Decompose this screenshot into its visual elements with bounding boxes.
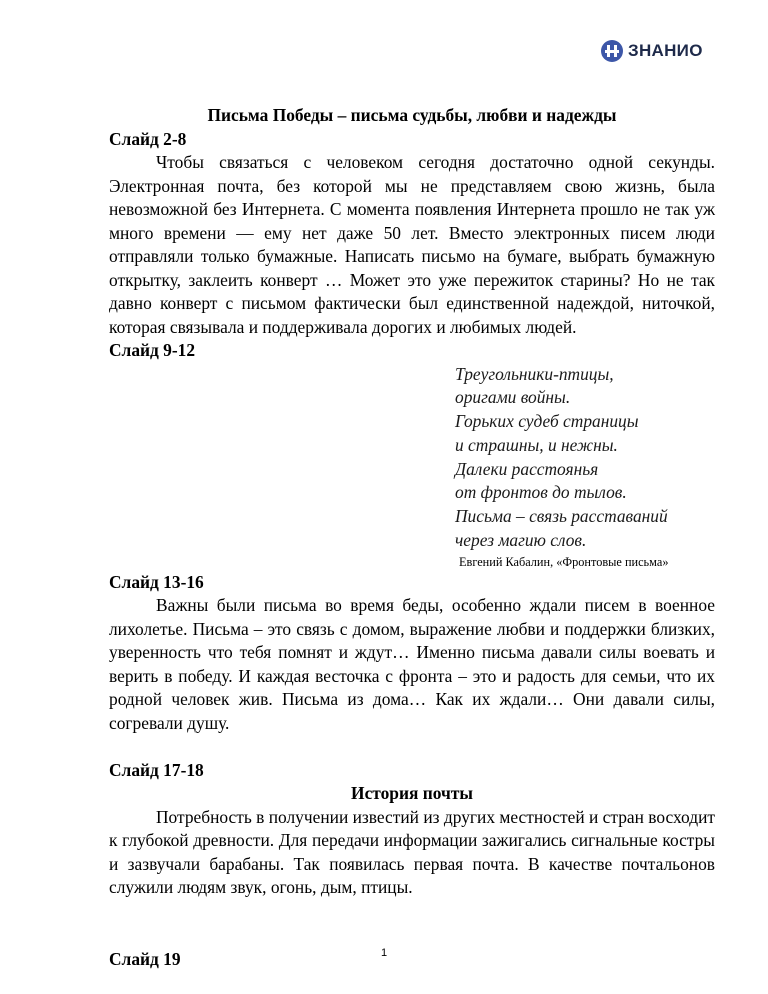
poem	[455, 363, 715, 553]
poem-line: оригами войны.	[455, 387, 571, 408]
slide-heading-19: Слайд 19	[109, 948, 181, 969]
slide-heading-13-16: Слайд 13-16	[109, 571, 204, 592]
brand-logo[interactable]	[601, 40, 703, 62]
paragraph-intro: Чтобы связаться с человеком сегодня достаточно одной секунды. Электронная почта, без которой мы не представляем свою жизнь, была невозможной без Интернета. С момента появления Интернета прошло не так уж много времени — ему нет даже 50 лет. Вместо электронных писем люди отправляли только бумажные. Написать письмо на бумаге, выбрать бумажную открытку, заклеить конверт … Может это уже пережиток старины? Но не так давно конверт с письмом фактически был единственной надеждой, ниточкой, которая связывала и поддерживала дорогих и любимых людей.	[109, 152, 715, 337]
paragraph-letters: Важны были письма во время беды, особенно ждали писем в военное лихолетье. Письма – это связь с домом, выражение любви и поддержки близких, уверенность что тебя помнят и ждут… Именно письма давали силы воевать и верить в победу. И каждая весточка с фронта – это и радость для семьи, что их родной человек жив. Письма из дома… Как их ждали… Они давали силы, согревали душу.	[109, 595, 715, 733]
brand-name: ЗНАНИО	[628, 41, 703, 60]
slide-heading-17-18: Слайд 17-18	[109, 759, 204, 780]
poem-line: через магию слов.	[455, 530, 587, 551]
poem-line: Письма – связь расставаний	[455, 506, 668, 527]
slide-heading-2-8: Слайд 2-8	[109, 128, 187, 149]
poem-attribution: Евгений Кабалин, «Фронтовые письма»	[459, 554, 669, 569]
document-body	[109, 104, 715, 971]
slide-heading-9-12: Слайд 9-12	[109, 340, 196, 360]
poem-line: от фронтов до тылов.	[455, 482, 627, 503]
znanio-logo-icon	[601, 40, 623, 62]
poem-line: Треугольники-птицы,	[455, 363, 614, 384]
document-title: Письма Победы – письма судьбы, любви и надежды	[207, 105, 617, 125]
paragraph-postal-history: Потребность в получении известий из других местностей и стран восходит к глубокой древности. Для передачи информации зажигались сигнальные костры и зазвучали барабаны. Так появилась первая почта. В качестве почтальонов служили людям звук, огонь, дым, птицы.	[109, 806, 715, 898]
poem-line: и страшны, и нежны.	[455, 434, 618, 455]
poem-line: Горьких судеб страницы	[455, 411, 639, 432]
page-number: 1	[380, 947, 388, 959]
poem-line: Далеки расстоянья	[455, 458, 599, 479]
section-subtitle: История почты	[351, 783, 473, 804]
